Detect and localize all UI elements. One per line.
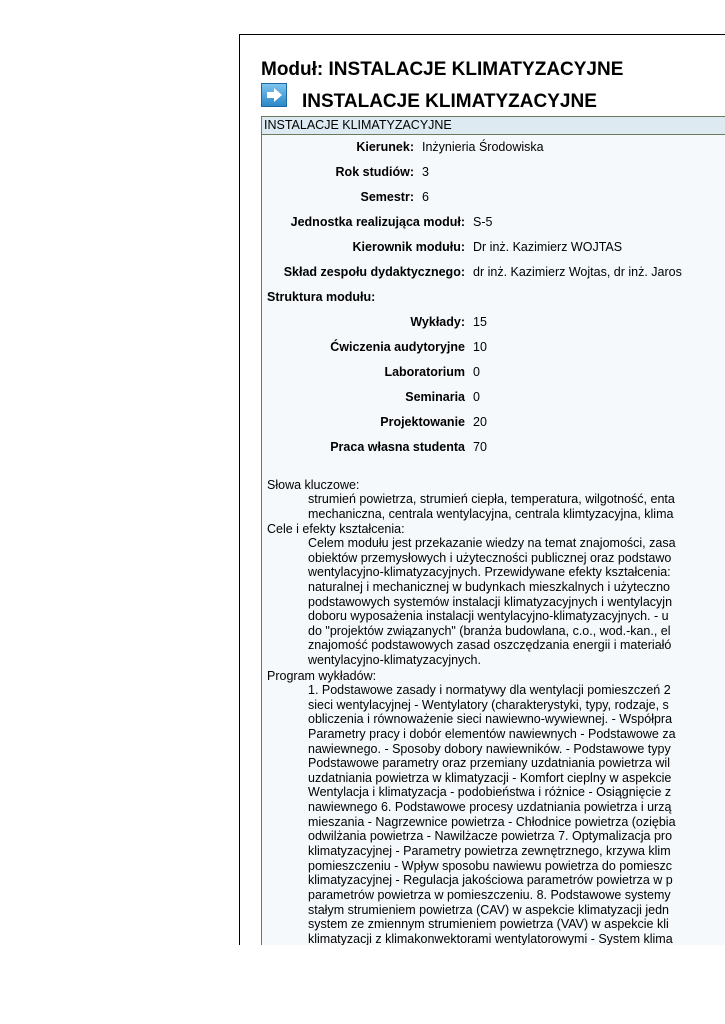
value-wyklady: 15 bbox=[473, 315, 487, 329]
label-sklad: Skład zespołu dydaktycznego: bbox=[283, 265, 465, 279]
goals-line: naturalnej i mechanicznej w budynkach mieszkalnych i użyteczno bbox=[308, 579, 670, 594]
value-kierownik: Dr inż. Kazimierz WOJTAS bbox=[473, 240, 623, 254]
program-title: Program wykładów: bbox=[267, 669, 377, 683]
program-line: stałym strumieniem powietrza (CAV) w aspekcie klimatyzacji jedn bbox=[308, 902, 669, 917]
value-semestr: 6 bbox=[422, 190, 429, 204]
program-line: klimatyzacji z klimakonwektorami wentylatorowymi - System klima bbox=[308, 931, 673, 945]
label-kierunek: Kierunek: bbox=[356, 140, 414, 154]
program-line: 1. Podstawowe zasady i normatywy dla wentylacji pomieszczeń 2 bbox=[308, 683, 671, 697]
goals-body bbox=[308, 536, 676, 668]
program-line: nawiewnego 6. Podstawowe procesy uzdatniania powietrza i urzą bbox=[308, 800, 672, 815]
program-line: Podstawowe parametry oraz przemiany uzdatniania powietrza wil bbox=[308, 756, 670, 771]
program-line: klimatyzacyjnej - Regulacja jakościowa parametrów powietrza w p bbox=[308, 873, 673, 888]
program-line: nawiewnego. - Sposoby dobory nawiewników. - Podstawowe typy bbox=[308, 741, 671, 756]
program-line: Wentylacja i klimatyzacja - podobieństwa i różnice - Osiągnięcie z bbox=[308, 785, 672, 800]
label-cwiczenia: Ćwiczenia audytoryjne bbox=[330, 340, 465, 354]
program-line: sieci wentylacyjnej - Wentylatory (charakterystyki, typy, rodzaje, s bbox=[308, 697, 669, 712]
module-title: Moduł: INSTALACJE KLIMATYZACYJNE bbox=[261, 59, 624, 80]
goals-line: do "projektów związanych" (branża budowlana, c.o., wod.-kan., el bbox=[308, 623, 671, 638]
value-laboratorium: 0 bbox=[473, 365, 480, 379]
label-rok: Rok studiów: bbox=[335, 165, 414, 179]
goals-title: Cele i efekty kształcenia: bbox=[267, 522, 405, 536]
value-projektowanie: 20 bbox=[473, 415, 487, 429]
label-laboratorium: Laboratorium bbox=[384, 365, 465, 379]
program-line: mieszania - Nagrzewnice powietrza - Chłodnice powietrza (oziębia bbox=[308, 814, 676, 829]
structure-title: Struktura modułu: bbox=[267, 290, 376, 304]
module-details-panel bbox=[261, 116, 725, 945]
keywords-line: mechaniczna, centrala wentylacyjna, centrala klimtyzacyjna, klima bbox=[308, 506, 674, 521]
program-line: obliczenia i równoważenie sieci nawiewno-wywiewnej. - Współpra bbox=[308, 712, 673, 727]
panel-header: INSTALACJE KLIMATYZACYJNE bbox=[262, 117, 725, 135]
label-projektowanie: Projektowanie bbox=[380, 415, 465, 429]
program-line: pomieszczeniu - Wpływ sposobu nawiewu powietrza do pomieszc bbox=[308, 858, 673, 873]
label-seminaria: Seminaria bbox=[405, 390, 465, 404]
keywords-line: strumień powietrza, strumień ciepła, temperatura, wilgotność, enta bbox=[308, 492, 675, 506]
goals-line: wentylacyjno-klimatyzacyjnych. Przewidywane efekty kształcenia: bbox=[308, 565, 671, 580]
program-body bbox=[308, 683, 676, 945]
keywords-body bbox=[308, 492, 675, 521]
arrow-right-glyph bbox=[262, 84, 286, 106]
value-kierunek: Inżynieria Środowiska bbox=[422, 140, 544, 154]
program-line: klimatyzacyjnej - Parametry powietrza zewnętrznego, krzywa klim bbox=[308, 844, 671, 859]
value-sklad: dr inż. Kazimierz Wojtas, dr inż. Jaros bbox=[473, 265, 682, 279]
program-line: system ze zmiennym strumieniem powietrza (VAV) w aspekcie kli bbox=[308, 917, 669, 932]
document-page bbox=[239, 34, 725, 945]
arrow-right-icon[interactable] bbox=[261, 83, 287, 107]
label-praca: Praca własna studenta bbox=[330, 440, 465, 454]
keywords-title: Słowa kluczowe: bbox=[267, 478, 360, 492]
value-seminaria: 0 bbox=[473, 390, 480, 404]
value-cwiczenia: 10 bbox=[473, 340, 487, 354]
goals-line: podstawowych systemów instalacji klimatyzacyjnych i wentylacyjn bbox=[308, 594, 673, 609]
goals-line: Celem modułu jest przekazanie wiedzy na temat znajomości, zasa bbox=[308, 536, 676, 550]
value-praca: 70 bbox=[473, 440, 487, 454]
program-line: Parametry pracy i dobór elementów nawiewnych - Podstawowe za bbox=[308, 726, 676, 741]
goals-line: obiektów przemysłowych i użyteczności publicznej oraz podstawo bbox=[308, 550, 672, 565]
goals-line: wentylacyjno-klimatyzacyjnych. bbox=[308, 653, 481, 668]
program-line: uzdatniania powietrza w klimatyzacji - Komfort cieplny w aspekcie bbox=[308, 770, 672, 785]
program-line: odwilżania powietrza - Nawilżacze powietrza 7. Optymalizacja pro bbox=[308, 829, 673, 844]
value-jednostka: S-5 bbox=[473, 215, 493, 229]
program-line: parametrów powietrza w pomieszczeniu. 8. Podstawowe systemy bbox=[308, 887, 671, 902]
label-kierownik: Kierownik modułu: bbox=[352, 240, 465, 254]
module-subtitle: INSTALACJE KLIMATYZACYJNE bbox=[302, 91, 597, 112]
label-jednostka: Jednostka realizująca moduł: bbox=[290, 215, 465, 229]
label-semestr: Semestr: bbox=[360, 190, 414, 204]
goals-line: doboru wyposażenia instalacji wentylacyjno-klimatyzacyjnych. - u bbox=[308, 609, 669, 624]
label-wyklady: Wykłady: bbox=[410, 315, 465, 329]
goals-line: znajomość podstawowych zasad oszczędzania energii i materiałó bbox=[308, 638, 672, 653]
value-rok: 3 bbox=[422, 165, 429, 179]
